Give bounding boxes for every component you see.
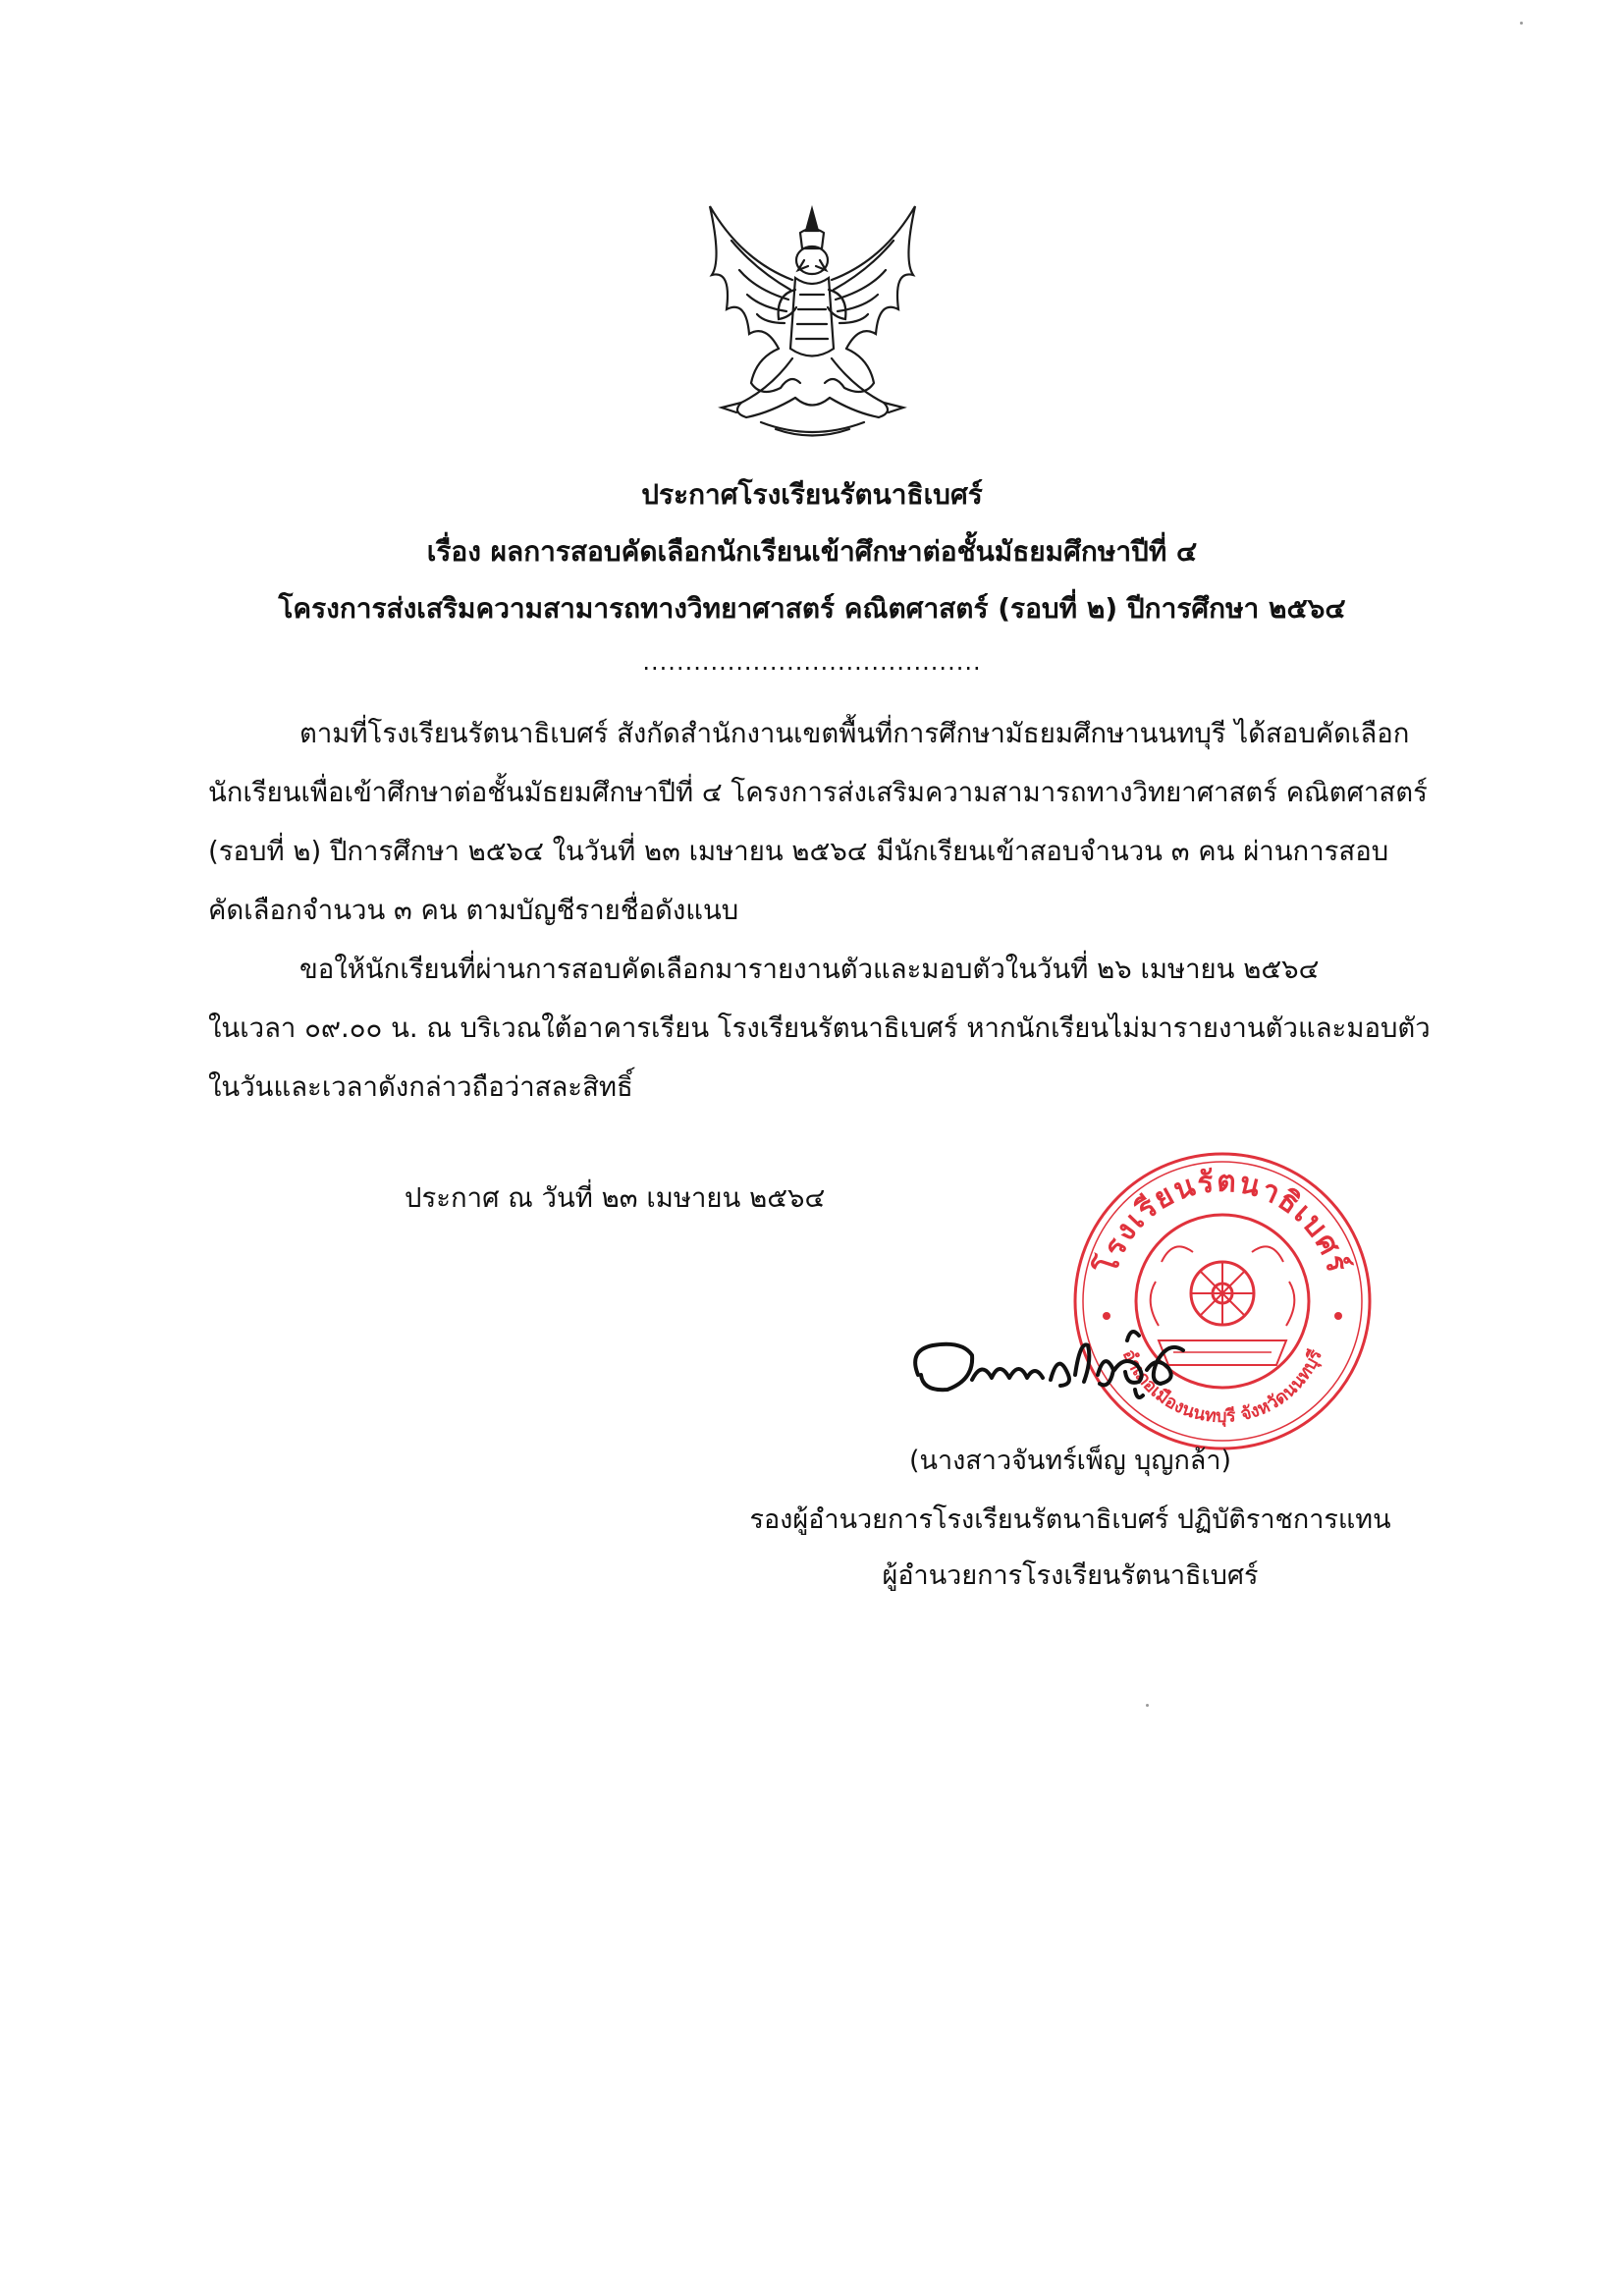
- paragraph-1-line-2: นักเรียนเพื่อเข้าศึกษาต่อชั้นมัธยมศึกษาปีที่ ๔ โครงการส่งเสริมความสามารถทางวิทยาศาสตร์ คณิตศาสตร์: [208, 777, 1428, 808]
- paragraph-2-line-1: ขอให้นักเรียนที่ผ่านการสอบคัดเลือกมารายงานตัวและมอบตัวในวันที่ ๒๖ เมษายน ๒๕๖๔: [299, 954, 1320, 985]
- announcement-program: โครงการส่งเสริมความสามารถทางวิทยาศาสตร์ คณิตศาสตร์ (รอบที่ ๒) ปีการศึกษา ๒๕๖๔: [278, 592, 1346, 625]
- seal-text-top: โรงเรียนรัตนาธิเบศร์: [1090, 1164, 1355, 1279]
- announced-date: ประกาศ ณ วันที่ ๒๓ เมษายน ๒๕๖๔: [405, 1182, 826, 1214]
- seal-text-bottom: อำเภอเมืองนนทบุรี จังหวัดนนทบุรี: [1117, 1345, 1326, 1428]
- scan-speck: [1146, 1704, 1149, 1707]
- paragraph-1-line-1: ตามที่โรงเรียนรัตนาธิเบศร์ สังกัดสำนักงานเขตพื้นที่การศึกษามัธยมศึกษานนทบุรี ได้สอบคัดเลือก: [299, 718, 1410, 749]
- paragraph-1-line-4: คัดเลือกจำนวน ๓ คน ตามบัญชีรายชื่อดังแนบ: [208, 895, 739, 926]
- garuda-emblem-icon: [702, 201, 923, 442]
- paragraph-1-line-3: (รอบที่ ๒) ปีการศึกษา ๒๕๖๔ ในวันที่ ๒๓ เมษายน ๒๕๖๔ มีนักเรียนเข้าสอบจำนวน ๓ คน ผ่านการสอบ: [208, 836, 1389, 867]
- signatory-position: รองผู้อำนวยการโรงเรียนรัตนาธิเบศร์ ปฏิบัติราชการแทน: [749, 1504, 1391, 1535]
- paragraph-2-line-3: ในวันและเวลาดังกล่าวถือว่าสละสิทธิ์: [208, 1071, 633, 1103]
- announcement-subject: เรื่อง ผลการสอบคัดเลือกนักเรียนเข้าศึกษาต่อชั้นมัธยมศึกษาปีที่ ๔: [426, 535, 1198, 568]
- paragraph-2-line-2: ในเวลา ๐๙.๐๐ น. ณ บริเวณใต้อาคารเรียน โรงเรียนรัตนาธิเบศร์ หากนักเรียนไม่มารายงานตัวและมอบตัว: [208, 1012, 1431, 1044]
- separator-dots: ........................................: [642, 648, 982, 676]
- scan-speck: [1520, 22, 1523, 25]
- handwritten-signature: [903, 1321, 1227, 1429]
- signatory-position-2: ผู้อำนวยการโรงเรียนรัตนาธิเบศร์: [882, 1560, 1259, 1591]
- announcement-title: ประกาศโรงเรียนรัตนาธิเบศร์: [641, 478, 983, 511]
- signatory-name: (นางสาวจันทร์เพ็ญ บุญกล้า): [908, 1446, 1232, 1476]
